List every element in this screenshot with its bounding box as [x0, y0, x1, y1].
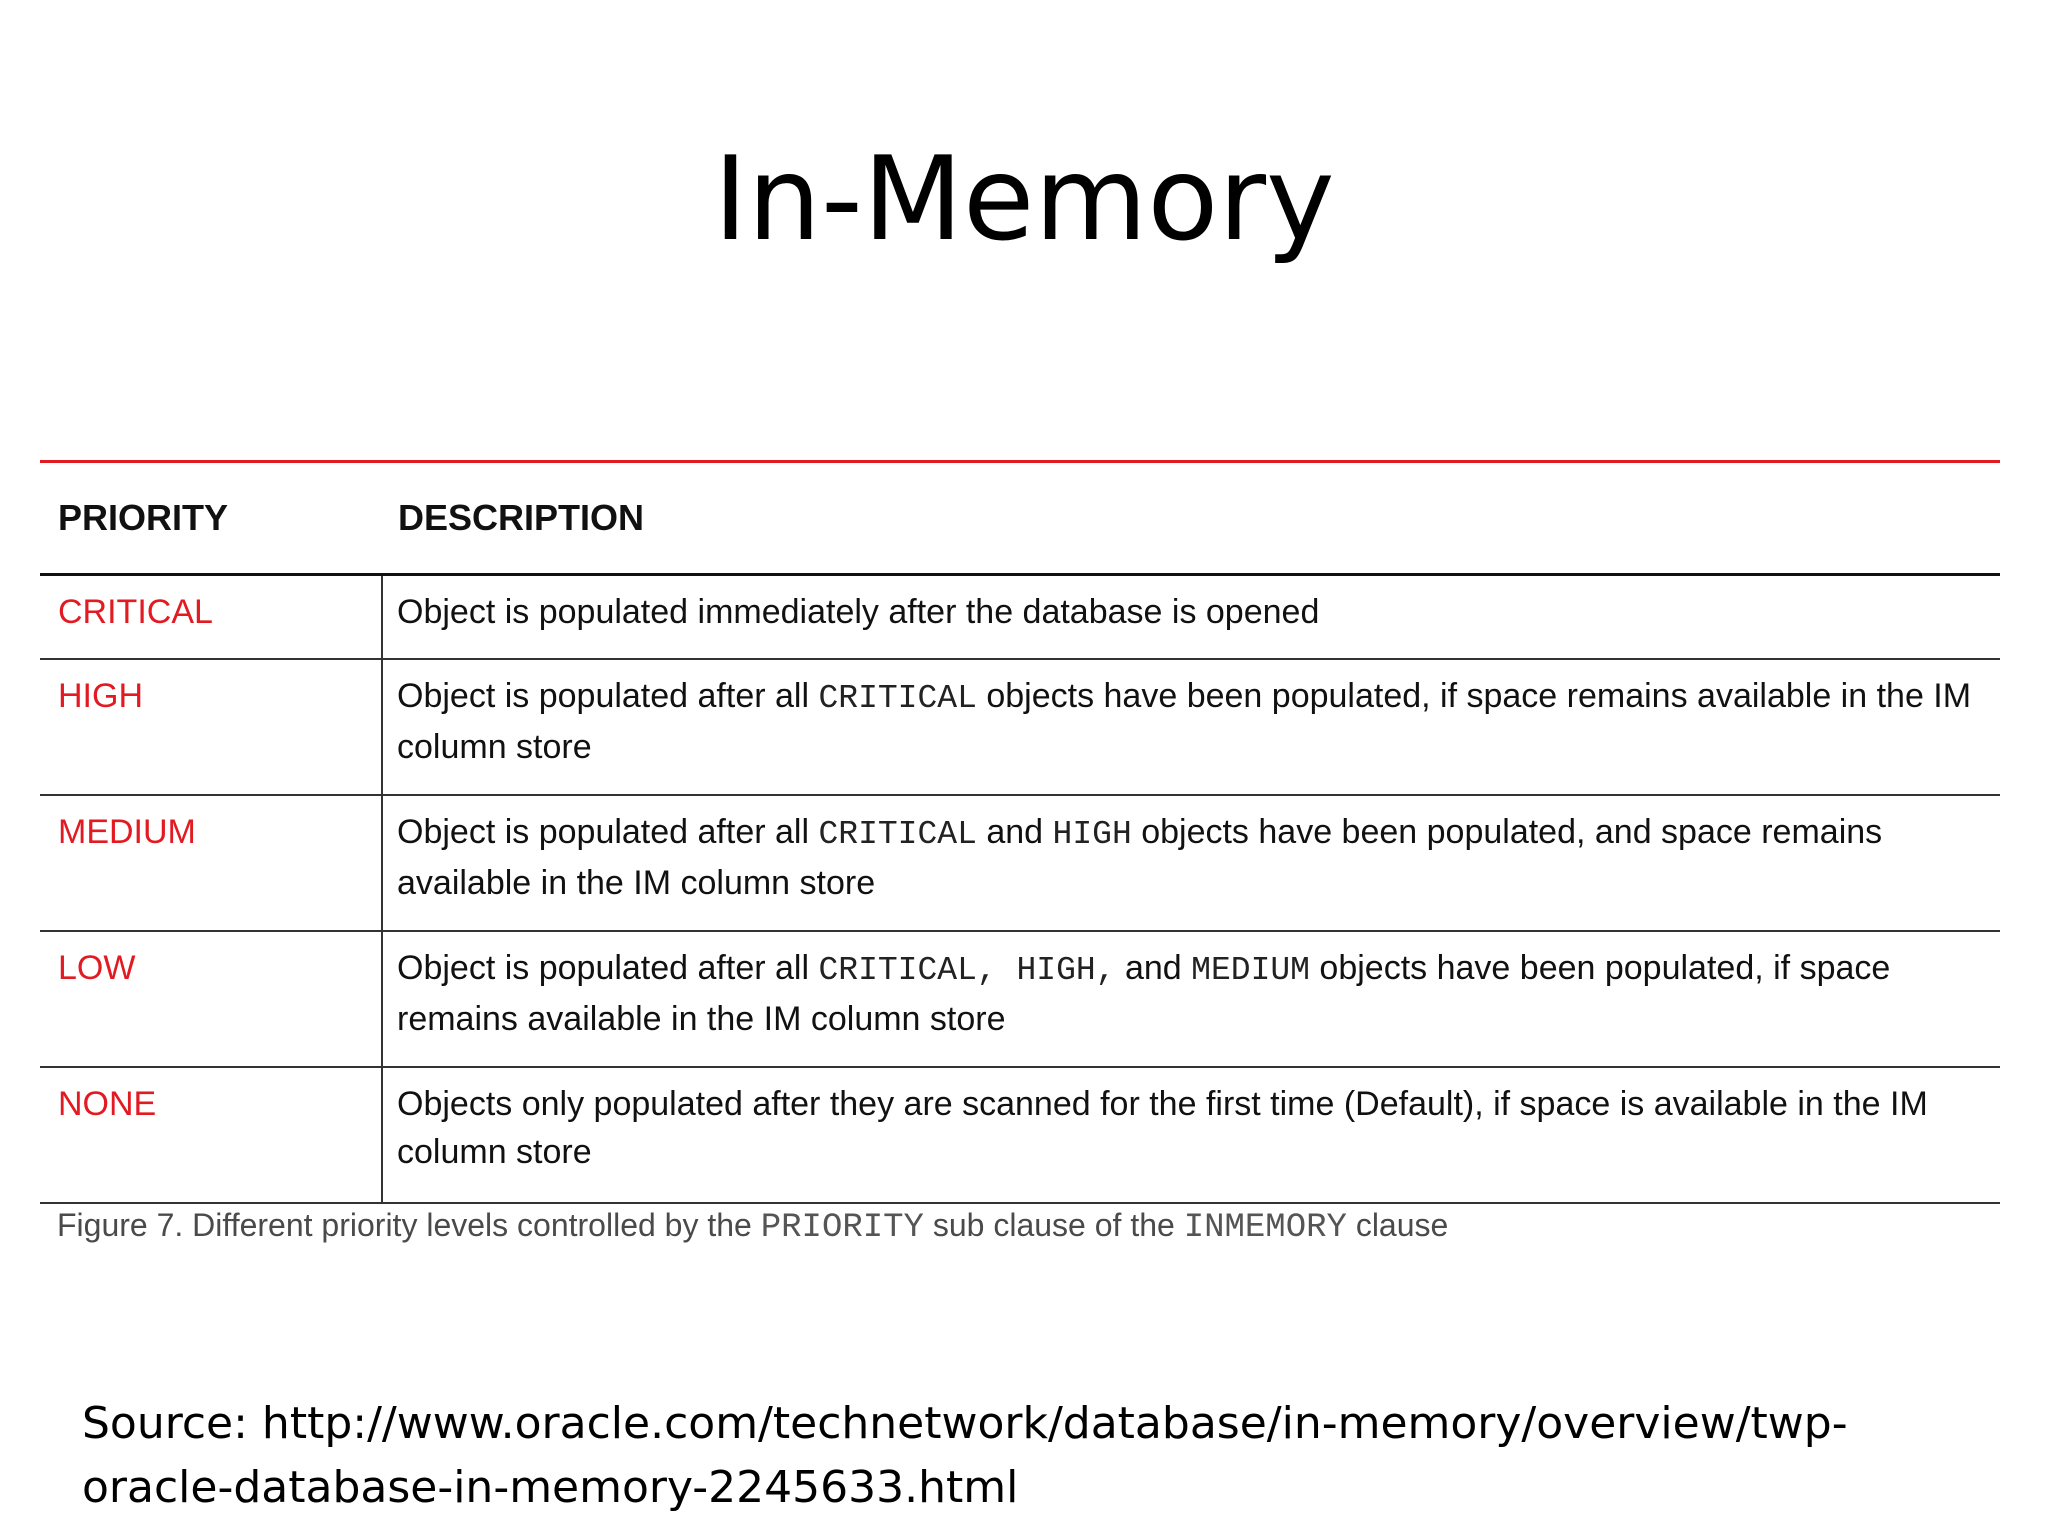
figure-caption: [57, 1200, 1448, 1253]
source-line-2: oracle-database-in-memory-2245633.html: [82, 1462, 1019, 1513]
table-row: [40, 795, 2000, 931]
description-text: Object is populated after all: [397, 949, 819, 987]
priority-level-low: LOW: [40, 931, 382, 1067]
priority-table: [40, 463, 2000, 1204]
code-keyword: MEDIUM: [1191, 952, 1310, 989]
priority-description: [382, 1067, 2000, 1203]
priority-description: [382, 931, 2000, 1067]
code-keyword: CRITICAL: [818, 680, 977, 717]
source-citation: [82, 1392, 1962, 1520]
description-text: Object is populated after all: [397, 677, 819, 715]
priority-column-header: PRIORITY: [40, 463, 382, 575]
priority-level-high: HIGH: [40, 659, 382, 795]
caption-text: clause: [1346, 1207, 1449, 1243]
description-text: Objects only populated after they are scanned for the first time (Default), if space is available in the IM column store: [397, 1085, 1928, 1171]
caption-text: Figure 7. Different priority levels controlled by the: [57, 1207, 761, 1243]
source-line-1: Source: http://www.oracle.com/technetwork/database/in-memory/overview/twp-: [82, 1398, 1848, 1449]
caption-text: sub clause of the: [923, 1207, 1184, 1243]
description-text: objects have been populated, and space remains available in the IM column store: [397, 813, 1883, 902]
code-keyword: CRITICAL, HIGH,: [818, 952, 1116, 989]
description-column-header: DESCRIPTION: [382, 463, 2000, 575]
table-row: [40, 931, 2000, 1067]
priority-description: [382, 659, 2000, 795]
table-row: [40, 575, 2000, 660]
table-row: [40, 659, 2000, 795]
priority-table-figure: [40, 460, 2000, 1204]
slide-title: In-Memory: [713, 132, 1335, 267]
code-keyword: HIGH: [1052, 816, 1132, 853]
table-row: [40, 1067, 2000, 1203]
code-keyword: PRIORITY: [760, 1209, 924, 1247]
priority-level-critical: CRITICAL: [40, 575, 382, 660]
description-text: Object is populated after all: [397, 813, 819, 851]
priority-description: [382, 795, 2000, 931]
table-header-row: [40, 463, 2000, 575]
code-keyword: INMEMORY: [1183, 1209, 1347, 1247]
priority-level-medium: MEDIUM: [40, 795, 382, 931]
code-keyword: CRITICAL: [818, 816, 977, 853]
priority-description: [382, 575, 2000, 660]
priority-level-none: NONE: [40, 1067, 382, 1203]
description-text: and: [976, 813, 1053, 851]
description-text: and: [1115, 949, 1192, 987]
description-text: objects have been populated, if space remains available in the IM column store: [397, 949, 1891, 1038]
description-text: objects have been populated, if space remains available in the IM column store: [397, 677, 1972, 766]
description-text: Object is populated immediately after the database is opened: [397, 593, 1320, 631]
